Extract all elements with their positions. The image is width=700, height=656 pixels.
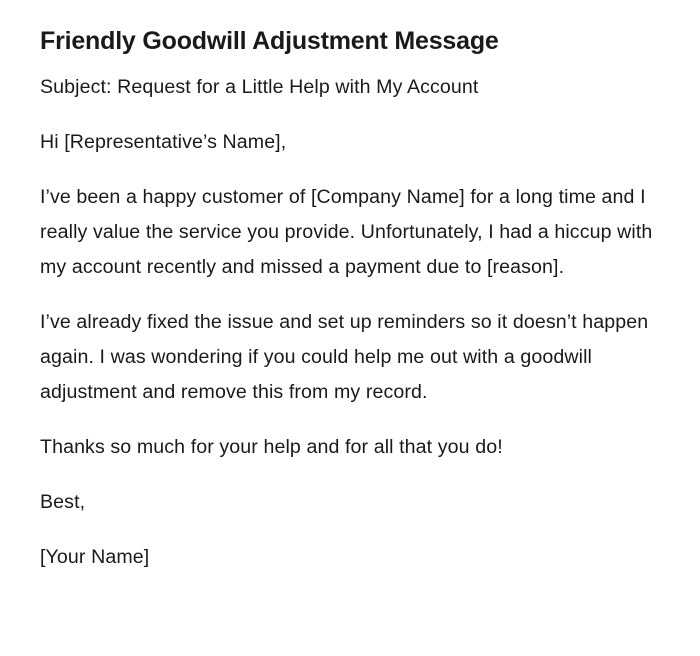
thanks-line: Thanks so much for your help and for all that you do!	[40, 436, 503, 458]
document-title: Friendly Goodwill Adjustment Message	[40, 27, 499, 55]
signature: [Your Name]	[40, 546, 150, 568]
letter-document	[40, 24, 655, 575]
body-paragraph-2: I’ve already fixed the issue and set up reminders so it doesn’t happen again. I was wondering if you could help me out with a goodwill adjustment and remove this from my record.	[40, 311, 649, 403]
body-paragraph-1: I’ve been a happy customer of [Company Name] for a long time and I really value the service you provide. Unfortunately, I had a hiccup with my account recently and missed a payment due to [reason].	[40, 186, 653, 278]
greeting: Hi [Representative’s Name],	[40, 131, 287, 153]
subject-line: Subject: Request for a Little Help with My Account	[40, 76, 479, 98]
closing: Best,	[40, 491, 86, 513]
